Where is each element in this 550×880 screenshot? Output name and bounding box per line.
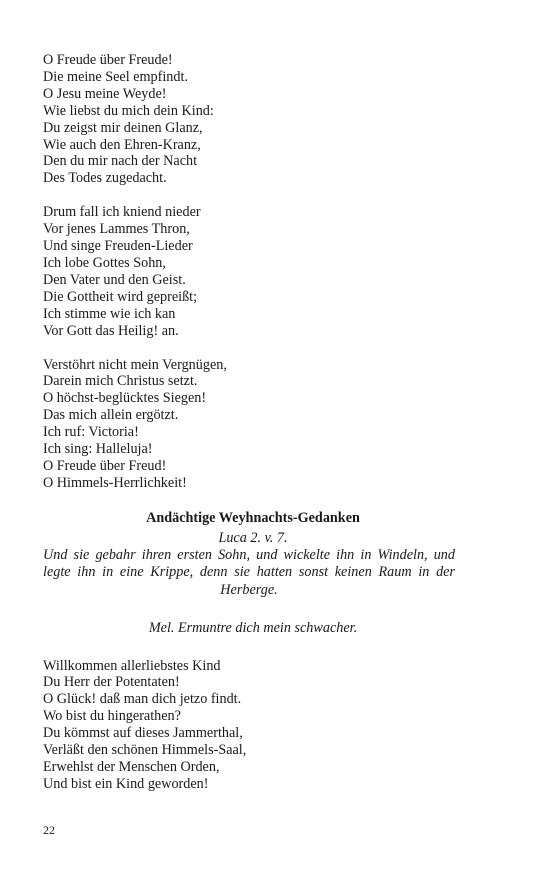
verse-line: Und singe Freuden-Lieder	[43, 238, 193, 255]
verse-line: Den du mir nach der Nacht	[43, 153, 198, 170]
verse-line: Wo bist du hingerathen?	[43, 708, 181, 725]
verse-line: Ich lobe Gottes Sohn,	[43, 254, 166, 271]
section-title: Andächtige Weyhnachts-Gedanken	[146, 509, 360, 526]
verse-line: Und bist ein Kind geworden!	[43, 775, 209, 792]
verse-line: Willkommen allerliebstes Kind	[43, 657, 221, 674]
verse-line: Erwehlst der Menschen Orden,	[43, 758, 220, 775]
verse-line: Das mich allein ergötzt.	[43, 407, 179, 424]
verse-line: O Freude über Freud!	[43, 457, 167, 474]
verse-line: Du kömmst auf dieses Jammerthal,	[43, 725, 243, 742]
scripture-reference: Luca 2. v. 7.	[218, 529, 288, 546]
page-body	[43, 52, 463, 810]
verse-line: O Glück! daß man dich jetzo findt.	[43, 691, 242, 708]
stanza-4	[43, 658, 463, 793]
verse-line: Du Herr der Potentaten!	[43, 674, 180, 691]
verse-line: Drum fall ich kniend nieder	[43, 204, 201, 221]
verse-line: Verstöhrt nicht mein Vergnügen,	[43, 356, 227, 373]
stanza-1	[43, 52, 463, 187]
stanza-3	[43, 357, 463, 492]
verse-line: Wie liebst du mich dein Kind:	[43, 102, 214, 119]
verse-line: Vor jenes Lammes Thron,	[43, 221, 190, 238]
melody-note: Mel. Ermuntre dich mein schwacher.	[148, 619, 358, 636]
verse-line: Ich ruf: Victoria!	[43, 424, 139, 441]
verse-line: Darein mich Christus setzt.	[43, 373, 198, 390]
verse-line: O Jesu meine Weyde!	[43, 85, 167, 102]
verse-line: O Freude über Freude!	[43, 52, 173, 68]
verse-line: Die meine Seel empfindt.	[43, 68, 188, 85]
verse-line: Ich sing: Halleluja!	[43, 441, 153, 458]
verse-line: Verläßt den schönen Himmels-Saal,	[43, 742, 247, 759]
verse-line: O Himmels-Herrlichkeit!	[43, 474, 187, 491]
page-number: 22	[43, 823, 55, 837]
verse-line: Ich stimme wie ich kan	[43, 305, 176, 322]
scripture-quote: Und sie gebahr ihren ersten Sohn, und wickelte ihn in Windeln, und legte ihn in eine Krippe, denn sie hatten sonst keinen Raum in der Herberge.	[43, 546, 455, 598]
verse-line: Des Todes zugedacht.	[43, 170, 167, 187]
verse-line: Du zeigst mir deinen Glanz,	[43, 119, 203, 136]
verse-line: Wie auch den Ehren-Kranz,	[43, 136, 201, 153]
verse-line: Die Gottheit wird gepreißt;	[43, 288, 198, 305]
stanza-2	[43, 204, 463, 339]
verse-line: O höchst-beglücktes Siegen!	[43, 390, 207, 407]
verse-line: Vor Gott das Heilig! an.	[43, 322, 179, 339]
verse-line: Den Vater und den Geist.	[43, 271, 186, 288]
